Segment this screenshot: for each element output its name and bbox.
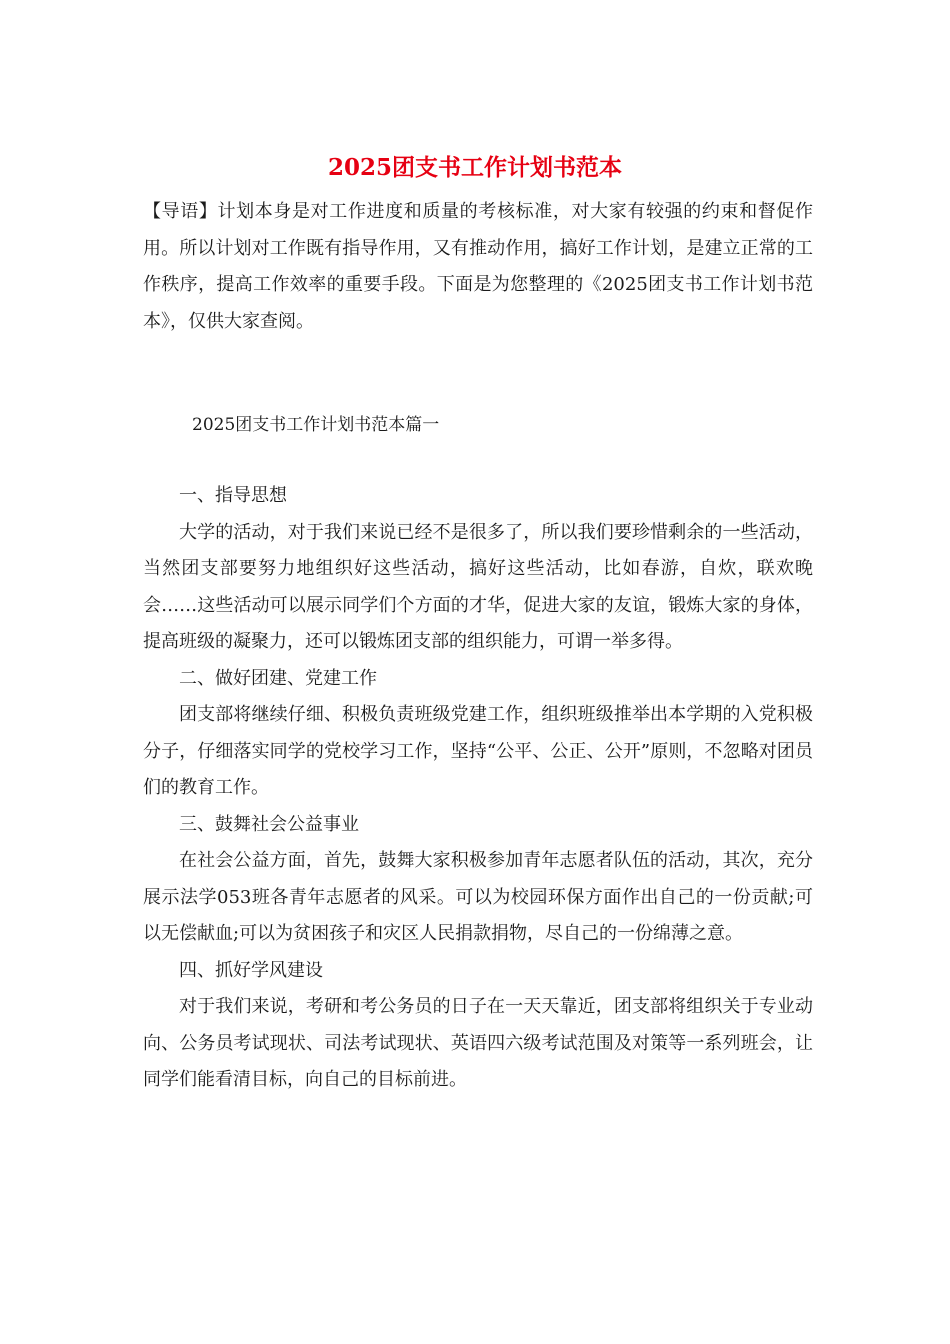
heading-guiding-thought: 一、指导思想: [179, 485, 287, 506]
document-title: 2025团支书工作计划书范本: [327, 154, 622, 181]
intro-paragraph: 【导语】计划本身是对工作进度和质量的考核标准，对大家有较强的约束和督促作用。所以计划对工作既有指导作用，又有推动作用，搞好工作计划，是建立正常的工作秩序，提高工作效率的重要手段。下面是为您整理的《2025团支书工作计划书范本》，仅供大家查阅。: [143, 201, 813, 332]
section-title: 2025团支书工作计划书范本篇一: [192, 415, 440, 435]
heading-party-building: 二、做好团建、党建工作: [179, 667, 377, 689]
heading-study-style: 四、抓好学风建设: [179, 959, 323, 981]
paragraph-party-building: 团支部将继续仔细、积极负责班级党建工作，组织班级推举出本学期的入党积极分子，仔细落实同学的党校学习工作，坚持“公平、公正、公开”原则，不忽略对团员们的教育工作。: [143, 704, 813, 798]
paragraph-public-welfare: 在社会公益方面，首先，鼓舞大家积极参加青年志愿者队伍的活动，其次，充分展示法学053班各青年志愿者的风采。可以为校园环保方面作出自己的一份贡献;可以无偿献血;可以为贫困孩子和灾区人民捐款捐物，尽自己的一份绵薄之意。: [143, 850, 813, 944]
document-body: [143, 478, 813, 1099]
paragraph-activities: 大学的活动，对于我们来说已经不是很多了，所以我们要珍惜剩余的一些活动，当然团支部要努力地组织好这些活动，搞好这些活动，比如春游，自炊，联欢晚会……这些活动可以展示同学们个方面的才华，促进大家的友谊，锻炼大家的身体，提高班级的凝聚力，还可以锻炼团支部的组织能力，可谓一举多得。: [143, 521, 813, 652]
heading-public-welfare: 三、鼓舞社会公益事业: [179, 813, 359, 835]
paragraph-study-style: 对于我们来说，考研和考公务员的日子在一天天靠近，团支部将组织关于专业动向、公务员考试现状、司法考试现状、英语四六级考试范围及对策等一系列班会，让同学们能看清目标，向自己的目标前进。: [143, 996, 813, 1090]
